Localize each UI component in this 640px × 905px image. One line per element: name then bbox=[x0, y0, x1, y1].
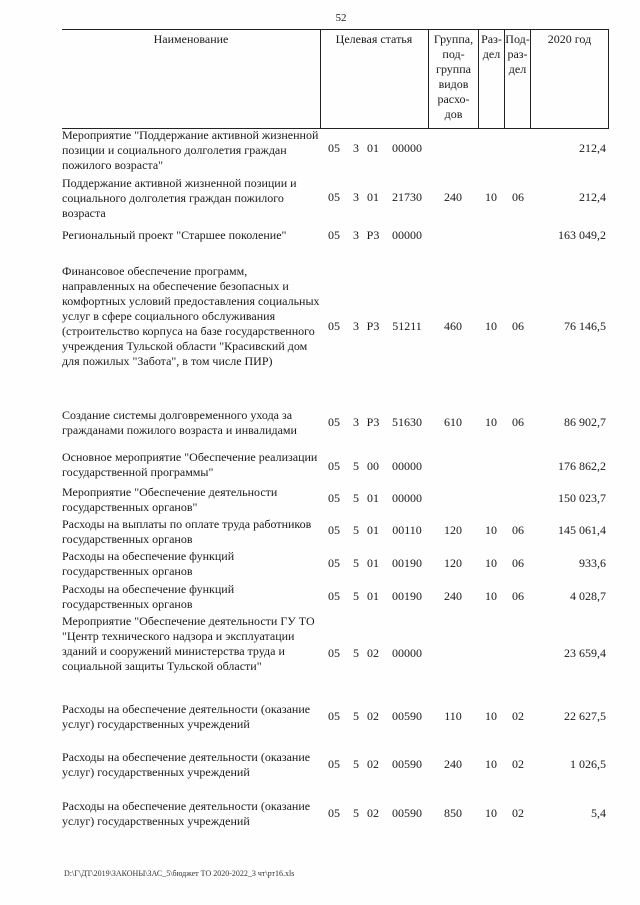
row-podrazdel: 06 bbox=[512, 319, 524, 333]
row-name: Расходы на обеспечение деятельности (оказание услуг) государственных учреждений bbox=[62, 750, 311, 779]
row-razdel: 10 bbox=[485, 556, 497, 570]
page-number: 52 bbox=[335, 12, 347, 24]
row-code-1: 05 bbox=[328, 556, 340, 570]
header-group-line: группа bbox=[436, 62, 471, 76]
row-razdel: 10 bbox=[485, 589, 497, 603]
row-group: 120 bbox=[444, 556, 462, 570]
row-code-3: 01 bbox=[367, 556, 379, 570]
row-code-4: 00190 bbox=[392, 556, 422, 570]
row-name: Мероприятие "Поддержание активной жизненной позиции и социального долголетия граждан пожилого возраста" bbox=[62, 128, 319, 172]
row-code-1: 05 bbox=[328, 589, 340, 603]
header-podrazdel-line: дел bbox=[508, 62, 527, 76]
row-code-1: 05 bbox=[328, 806, 340, 820]
header-group-line: дов bbox=[444, 107, 463, 121]
header-razdel-line: Раз- bbox=[481, 32, 502, 46]
row-code-2: 3 bbox=[353, 228, 359, 242]
row-name: Расходы на обеспечение функций государственных органов bbox=[62, 549, 235, 578]
row-code-4: 21730 bbox=[392, 190, 422, 204]
row-code-1: 05 bbox=[328, 319, 340, 333]
header-podrazdel-line: раз- bbox=[507, 47, 528, 61]
row-code-1: 05 bbox=[328, 709, 340, 723]
row-group: 110 bbox=[444, 709, 462, 723]
row-name: Поддержание активной жизненной позиции и социального долголетия граждан пожилого возраста bbox=[62, 176, 297, 220]
row-amount: 212,4 bbox=[579, 190, 606, 204]
row-razdel: 10 bbox=[485, 190, 497, 204]
row-name: Расходы на обеспечение деятельности (оказание услуг) государственных учреждений bbox=[62, 702, 311, 731]
row-code-4: 00110 bbox=[392, 523, 422, 537]
row-code-1: 05 bbox=[328, 190, 340, 204]
row-code-3: Р3 bbox=[366, 319, 380, 333]
row-code-2: 5 bbox=[353, 491, 359, 505]
row-code-1: 05 bbox=[328, 523, 340, 537]
header-group-line: видов bbox=[438, 77, 469, 91]
row-name: Основное мероприятие "Обеспечение реализации государственной программы" bbox=[62, 450, 318, 479]
row-code-4: 00000 bbox=[392, 228, 422, 242]
header-year: 2020 год bbox=[547, 32, 592, 46]
row-group: 850 bbox=[444, 806, 462, 820]
row-group: 120 bbox=[444, 523, 462, 537]
row-code-3: 02 bbox=[367, 709, 379, 723]
row-code-2: 5 bbox=[353, 523, 359, 537]
row-amount: 22 627,5 bbox=[564, 709, 606, 723]
header-group-line: Группа, bbox=[433, 32, 474, 46]
row-amount: 163 049,2 bbox=[558, 228, 606, 242]
row-code-3: 00 bbox=[367, 459, 379, 473]
row-group: 240 bbox=[444, 757, 462, 771]
row-podrazdel: 06 bbox=[512, 190, 524, 204]
row-code-3: 01 bbox=[367, 190, 379, 204]
row-amount: 86 902,7 bbox=[564, 415, 606, 429]
row-code-1: 05 bbox=[328, 228, 340, 242]
header-group bbox=[429, 32, 478, 122]
row-code-2: 5 bbox=[353, 556, 359, 570]
row-podrazdel: 02 bbox=[512, 806, 524, 820]
row-amount: 933,6 bbox=[579, 556, 606, 570]
row-code-2: 3 bbox=[353, 415, 359, 429]
row-amount: 212,4 bbox=[579, 141, 606, 155]
row-razdel: 10 bbox=[485, 806, 497, 820]
row-code-3: 01 bbox=[367, 589, 379, 603]
row-razdel: 10 bbox=[485, 415, 497, 429]
row-code-2: 5 bbox=[353, 806, 359, 820]
row-code-1: 05 bbox=[328, 757, 340, 771]
row-razdel: 10 bbox=[485, 523, 497, 537]
row-code-4: 00000 bbox=[392, 491, 422, 505]
row-code-4: 00000 bbox=[392, 646, 422, 660]
row-code-2: 5 bbox=[353, 646, 359, 660]
row-group: 240 bbox=[444, 190, 462, 204]
row-code-4: 00590 bbox=[392, 709, 422, 723]
header-divider bbox=[608, 29, 609, 128]
row-podrazdel: 06 bbox=[512, 556, 524, 570]
row-code-4: 51211 bbox=[392, 319, 422, 333]
row-podrazdel: 02 bbox=[512, 757, 524, 771]
row-code-3: Р3 bbox=[366, 228, 380, 242]
row-podrazdel: 06 bbox=[512, 415, 524, 429]
row-code-2: 5 bbox=[353, 589, 359, 603]
row-amount: 145 061,4 bbox=[558, 523, 606, 537]
header-top-border bbox=[62, 29, 609, 30]
row-code-4: 00590 bbox=[392, 806, 422, 820]
row-amount: 76 146,5 bbox=[564, 319, 606, 333]
row-code-2: 5 bbox=[353, 709, 359, 723]
row-code-2: 3 bbox=[353, 141, 359, 155]
row-code-1: 05 bbox=[328, 459, 340, 473]
row-code-1: 05 bbox=[328, 491, 340, 505]
row-code-2: 5 bbox=[353, 459, 359, 473]
row-name: Региональный проект "Старшее поколение" bbox=[62, 228, 287, 242]
row-code-3: 01 bbox=[367, 523, 379, 537]
header-podrazdel bbox=[505, 32, 530, 77]
row-amount: 150 023,7 bbox=[558, 491, 606, 505]
row-name: Мероприятие "Обеспечение деятельности государственных органов" bbox=[62, 485, 278, 514]
row-code-3: 02 bbox=[367, 646, 379, 660]
row-code-4: 51630 bbox=[392, 415, 422, 429]
row-name: Расходы на обеспечение функций государственных органов bbox=[62, 582, 235, 611]
row-razdel: 10 bbox=[485, 709, 497, 723]
row-name: Финансовое обеспечение программ, направленных на обеспечение безопасных и комфортных условий предоставления социальных услуг в сфере социального обслуживания (строительство корпуса на базе государственного учреждения Тульской области "Красивский дом для пожилых "Забота", в том числе ПИР) bbox=[62, 264, 320, 368]
header-razdel-line: дел bbox=[482, 47, 501, 61]
row-code-3: 01 bbox=[367, 141, 379, 155]
row-code-3: 02 bbox=[367, 757, 379, 771]
row-code-4: 00000 bbox=[392, 459, 422, 473]
row-group: 240 bbox=[444, 589, 462, 603]
footer-file-path: D:\Г\ДТ\2019\ЗАКОНЫ\ЗАС_5\бюджет ТО 2020-2022_3 чт\рт16.xls bbox=[64, 869, 295, 878]
row-code-4: 00000 bbox=[392, 141, 422, 155]
row-name: Расходы на выплаты по оплате труда работников государственных органов bbox=[62, 517, 312, 546]
header-target: Целевая статья bbox=[335, 32, 413, 46]
row-code-2: 3 bbox=[353, 190, 359, 204]
row-podrazdel: 06 bbox=[512, 523, 524, 537]
row-code-1: 05 bbox=[328, 141, 340, 155]
header-podrazdel-line: Под- bbox=[505, 32, 530, 46]
row-amount: 5,4 bbox=[591, 806, 606, 820]
row-group: 610 bbox=[444, 415, 462, 429]
header-razdel bbox=[479, 32, 504, 62]
row-razdel: 10 bbox=[485, 757, 497, 771]
row-code-4: 00590 bbox=[392, 757, 422, 771]
row-code-1: 05 bbox=[328, 646, 340, 660]
header-group-line: расхо- bbox=[437, 92, 470, 106]
row-name: Мероприятие "Обеспечение деятельности ГУ ТО "Центр технического надзора и эксплуатации зданий и сооружений министерства труда и социальной защиты Тульской области" bbox=[62, 614, 315, 673]
row-amount: 23 659,4 bbox=[564, 646, 606, 660]
row-code-1: 05 bbox=[328, 415, 340, 429]
row-code-2: 5 bbox=[353, 757, 359, 771]
row-code-4: 00190 bbox=[392, 589, 422, 603]
row-amount: 176 862,2 bbox=[558, 459, 606, 473]
header-group-line: под- bbox=[442, 47, 465, 61]
row-podrazdel: 02 bbox=[512, 709, 524, 723]
row-code-3: Р3 bbox=[366, 415, 380, 429]
row-code-3: 02 bbox=[367, 806, 379, 820]
row-amount: 4 028,7 bbox=[570, 589, 606, 603]
row-code-2: 3 bbox=[353, 319, 359, 333]
row-podrazdel: 06 bbox=[512, 589, 524, 603]
row-name: Расходы на обеспечение деятельности (оказание услуг) государственных учреждений bbox=[62, 799, 311, 828]
row-name: Создание системы долговременного ухода за гражданами пожилого возраста и инвалидами bbox=[62, 408, 297, 437]
row-razdel: 10 bbox=[485, 319, 497, 333]
header-name: Наименование bbox=[153, 32, 229, 46]
row-group: 460 bbox=[444, 319, 462, 333]
row-code-3: 01 bbox=[367, 491, 379, 505]
row-amount: 1 026,5 bbox=[570, 757, 606, 771]
